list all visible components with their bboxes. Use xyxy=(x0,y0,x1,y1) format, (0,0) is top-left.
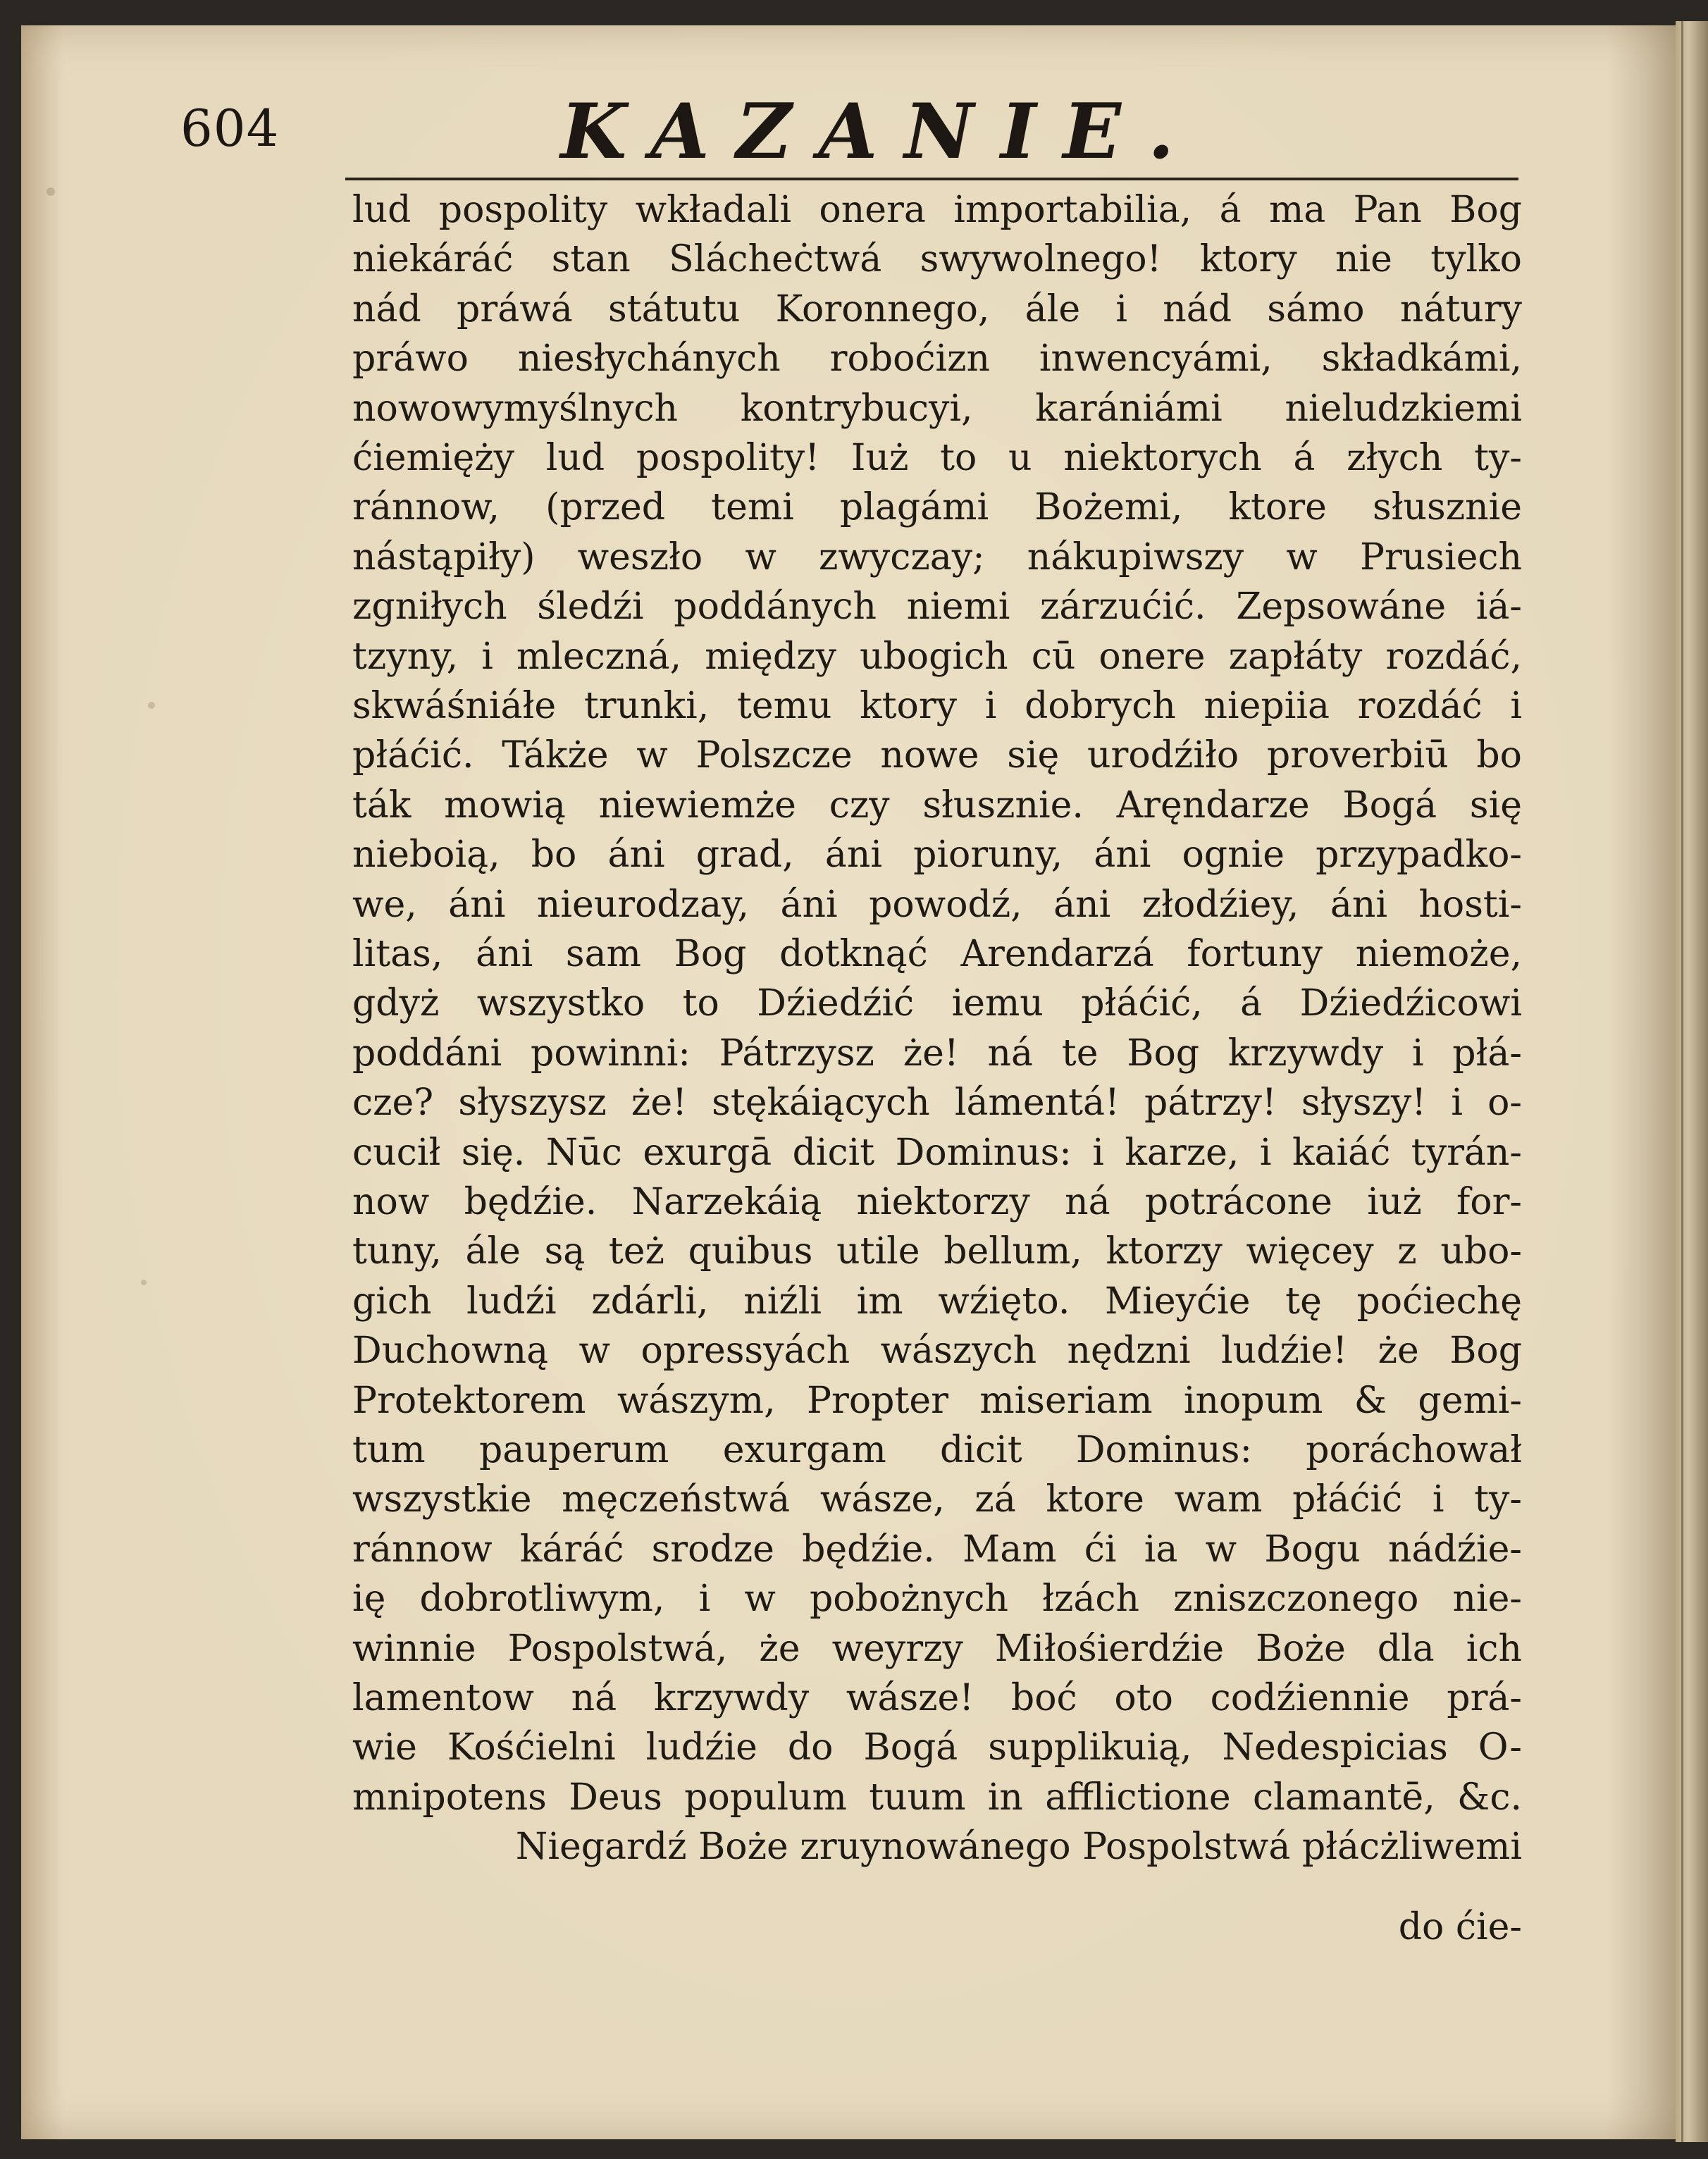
page-number: 604 xyxy=(180,99,280,158)
text-line: wie Kośćielni ludźie do Bogá supplikuią, Nedespicias O- xyxy=(352,1726,1522,1769)
text-line: lamentow ná krzywdy wásze! boć oto codźiennie prá- xyxy=(352,1677,1522,1719)
text-line: litas, áni sam Bog dotknąć Arendarzá fortuny niemoże, xyxy=(352,933,1522,975)
text-line: Niegardź Boże zruynowánego Pospolstwá płácżliwemi xyxy=(515,1826,1522,1868)
text-line: lud pospolity wkładali onera importabilia, á ma Pan Bog xyxy=(352,189,1522,231)
text-line: wszystkie męczeństwá wásze, zá ktore wam płáćić i ty- xyxy=(352,1478,1522,1521)
text-line: ię dobrotliwym, i w pobożnych łzách zniszczonego nie- xyxy=(352,1578,1522,1620)
text-line: poddáni powinni: Pátrzysz że! ná te Bog krzywdy i płá- xyxy=(352,1032,1522,1075)
text-line: práwo niesłychánych roboćizn inwencyámi, składkámi, xyxy=(352,338,1522,380)
text-line: nád práwá státutu Koronnego, ále i nád sámo nátury xyxy=(352,288,1522,330)
text-line: we, áni nieurodzay, áni powodź, áni złodźiey, áni hosti- xyxy=(352,884,1522,926)
text-line: niekáráć stan Slácheċtwá swywolnego! ktory nie tylko xyxy=(352,238,1522,280)
text-line: płáćić. Tákże w Polszcze nowe się urodźiło proverbiū bo xyxy=(352,734,1522,777)
text-line: tum pauperum exurgam dicit Dominus: poráchował xyxy=(352,1429,1522,1471)
catchword: do ćie- xyxy=(1398,1906,1522,1948)
text-line: tzyny, i mleczná, między ubogich cū onere zapłáty rozdáć, xyxy=(352,636,1522,678)
text-line: ták mowią niewiemże czy słusznie. Aręndarze Bogá się xyxy=(352,784,1522,827)
text-line: skwáśniáłe trunki, temu ktory i dobrych niepiia rozdáć i xyxy=(352,685,1522,727)
text-line: gich ludźi zdárli, niźli im wźięto. Mieyćie tę poćiechę xyxy=(352,1280,1522,1323)
running-head: KAZANIE. xyxy=(560,87,1201,176)
text-line: zgniłych śledźi poddánych niemi zárzućić. Zepsowáne iá- xyxy=(352,586,1522,628)
text-line: tuny, ále są też quibus utile bellum, ktorzy więcey z ubo- xyxy=(352,1230,1522,1273)
text-line: mnipotens Deus populum tuum in afflictione clamantē, &c. xyxy=(352,1776,1522,1819)
text-line: cucił się. Nūc exurgā dicit Dominus: i karze, i kaiáć tyrán- xyxy=(352,1132,1522,1174)
text-line: nowowymyślnych kontrybucyi, karániámi nieludzkiemi xyxy=(352,388,1522,430)
text-line: ćiemięży lud pospolity! Iuż to u niektorych á złych ty- xyxy=(352,437,1522,479)
text-line: ránnow káráć srodze będźie. Mam ći ia w Bogu nádźie- xyxy=(352,1528,1522,1571)
text-line: gdyż wszystko to Dźiedźić iemu płáćić, á Dźiedźicowi xyxy=(352,982,1522,1025)
text-line: cze? słyszysz że! stękáiących lámentá! pátrzy! słyszy! i o- xyxy=(352,1082,1522,1124)
text-line: nástąpiły) weszło w zwyczay; nákupiwszy w Prusiech xyxy=(352,536,1522,579)
text-line: Duchowną w opressyách wászych nędzni ludźie! że Bog xyxy=(352,1330,1522,1372)
text-line: Protektorem wászym, Propter miseriam inopum & gemi- xyxy=(352,1380,1522,1422)
text-line: ránnow, (przed temi plagámi Bożemi, ktore słusznie xyxy=(352,486,1522,528)
text-line: winnie Pospolstwá, że weyrzy Miłośierdźie Boże dla ich xyxy=(352,1628,1522,1670)
text-line: nieboią, bo áni grad, áni pioruny, áni ognie przypadko- xyxy=(352,834,1522,876)
text-line: now będźie. Narzekáią niektorzy ná potrácone iuż for- xyxy=(352,1181,1522,1223)
